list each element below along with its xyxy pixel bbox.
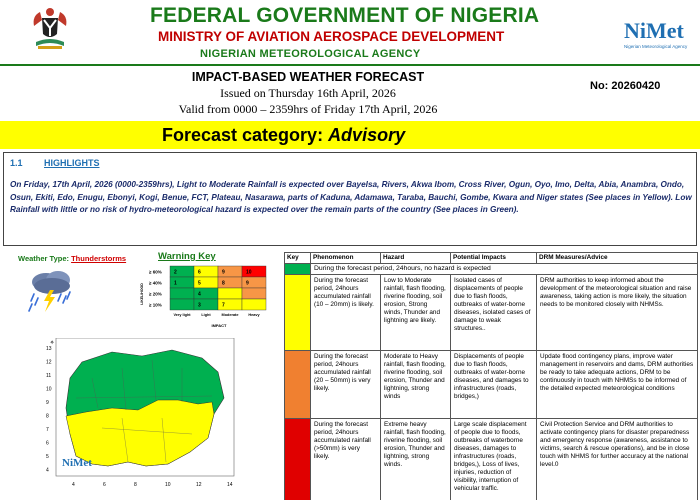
category-value: Advisory	[328, 125, 406, 145]
matrix-cell	[242, 288, 266, 299]
matrix-column-label: Moderate	[221, 313, 239, 317]
map-y-ticks	[46, 346, 52, 474]
matrix-y-axis-label: LIKELIHOOD	[140, 283, 144, 305]
matrix-cell-value: 10	[246, 269, 252, 276]
agency-title: NIGERIAN METEOROLOGICAL AGENCY	[200, 48, 421, 60]
drm-cell: DRM authorities to keep informed about the development of the meteorological situation and raise awareness, taking action is more likely, the situation needs to be monitored closely with NHMSs.	[537, 275, 698, 351]
header-phenomenon: Phenomenon	[311, 253, 381, 264]
phenomenon-cell: During the forecast period, 24hours accumulated rainfall (>50mm) is very likely.	[311, 419, 381, 500]
map-x-tick: 10	[165, 482, 171, 488]
hazard-cell: Moderate to Heavy rainfall, flash flooding, riverine flooding, soil erosion, Thunder and lightning, strong winds	[381, 351, 451, 419]
key-cell-orange	[285, 351, 311, 419]
matrix-cell-value: 3	[198, 302, 201, 309]
forecast-heading	[84, 67, 532, 119]
map-y-tick: 7	[46, 427, 49, 433]
matrix-row-label: ≥ 60%	[149, 269, 162, 275]
map-y-tick: 9	[46, 400, 49, 406]
forecast-number: No: 20260420	[590, 80, 661, 92]
map-y-tick: 5	[46, 454, 49, 460]
table-row-green	[285, 264, 698, 275]
matrix-column-label: Very light	[173, 313, 191, 317]
weather-type-value: Thunderstorms	[71, 254, 127, 263]
map-x-tick: 6	[103, 482, 106, 488]
header-key: Key	[285, 253, 311, 264]
matrix-cell-value: 5	[198, 280, 201, 287]
government-title: FEDERAL GOVERNMENT OF NIGERIA	[150, 4, 540, 27]
drm-cell: Civil Protection Service and DRM authorities to activate contingency plans for disaster preparedness and emergency response (awareness, assistance to victims, search & rescue operations), and be in close touch with NHMS for further accuracy at the national level.0	[537, 419, 698, 500]
matrix-column-label: Light	[201, 313, 211, 317]
table-header-row	[285, 253, 698, 264]
map-y-tick: 13	[46, 346, 52, 352]
key-cell-green	[285, 264, 311, 275]
thunderstorm-icon	[24, 268, 78, 314]
map-x-tick: 4	[72, 482, 75, 488]
green-row-text: During the forecast period, 24hours, no hazard is expected	[311, 264, 698, 275]
nimet-logo-subtext: Nigerian Meteorological Agency	[624, 44, 688, 49]
impact-table	[284, 252, 698, 500]
hazard-cell: Extreme heavy rainfall, flash flooding, riverine flooding, soil erosion, Thunder and lightning, strong winds.	[381, 419, 451, 500]
map-nimet-logo: NiMet	[62, 457, 92, 469]
map-x-tick: 14	[227, 482, 233, 488]
phenomenon-cell: During the forecast period, 24hours accumulated rainfall (20 – 50mm) is very likely.	[311, 351, 381, 419]
matrix-cell	[242, 299, 266, 310]
highlights-section	[3, 152, 697, 246]
phenomenon-cell: During the forecast period, 24hours accumulated rainfall (10 – 20mm) is likely.	[311, 275, 381, 351]
matrix-cell-value: 7	[222, 302, 225, 309]
impacts-cell: Isolated cases of displacements of people due to flash floods, outbreaks of water-borne diseases, isolated cases of damage to weak structures..	[451, 275, 537, 351]
coat-of-arms-icon	[28, 6, 72, 50]
matrix-x-axis-label: IMPACT	[211, 323, 227, 328]
map-y-tick: 10	[46, 386, 52, 393]
header-divider	[0, 64, 700, 66]
map-y-tick: 8	[46, 413, 49, 420]
warning-key-title: Warning Key	[158, 251, 216, 262]
matrix-cell-value: 2	[174, 269, 177, 276]
impacts-cell: Large scale displacement of people due to floods, outbreaks of waterborne diseases, damages to infrastructures (roads, bridges,), Loss of lives, injuries, reduction of visibility, interruption of vehicular traffic.	[451, 419, 537, 500]
map-x-tick: 8	[134, 482, 137, 488]
matrix-cell-value: 9	[222, 269, 225, 276]
forecast-category-bar	[0, 121, 700, 149]
map-x-ticks	[72, 482, 233, 488]
drm-cell: Update flood contingency plans, improve water management in reservoirs and dams, DRM authorities be ready to take adequate actions, DRM to be continuously in touch with NHMSs to be informed of the detailed expected meteorological conditions	[537, 351, 698, 419]
matrix-cell-value: 1	[174, 280, 177, 287]
highlights-text: On Friday, 17th April, 2026 (0000-2359hrs), Light to Moderate Rainfall is expected over Bayelsa, Rivers, Akwa Ibom, Cross River, Ogun, Oyo, Imo, Delta, Abia, Anambra, Ondo, Osun, Ekiti, Edo, Enugu, Ebonyi, Kogi, Benue, FCT, Plateau, Nasarawa, parts of Kaduna, Adamawa, Taraba, Bauchi, Gombe, Kwara and Niger states (See places in Yellow). Low Rainfall with little or no risk of hydro-meteorological hazard is expected over the remain parts of the country (See places in Green).	[10, 180, 692, 214]
matrix-cell-value: 4	[198, 291, 201, 298]
matrix-cell	[170, 299, 194, 310]
map-y-tick: 11	[46, 373, 52, 379]
matrix-cell-value: 9	[246, 280, 249, 287]
map-y-tick: 6	[46, 440, 49, 447]
impacts-cell: Displacements of people due to flash floods, outbreaks of water-borne diseases, and damages to infrastructures (roads, bridges,)	[451, 351, 537, 419]
section-number: 1.1	[10, 158, 23, 168]
map-y-tick: 12	[46, 359, 52, 366]
issued-date: Issued on Thursday 16th April, 2026	[220, 86, 396, 100]
matrix-rows	[149, 266, 266, 310]
forecast-title: IMPACT-BASED WEATHER FORECAST	[191, 70, 425, 84]
header	[0, 0, 700, 66]
matrix-row-label: ≥ 10%	[149, 302, 162, 308]
table-row	[285, 419, 698, 500]
weather-type-label: Weather Type:	[18, 254, 72, 263]
valid-period: Valid from 0000 – 2359hrs of Friday 17th April, 2026	[178, 102, 438, 116]
nimet-logo-text: NiMet	[624, 18, 684, 43]
key-cell-yellow	[285, 275, 311, 351]
matrix-cell-value: 6	[198, 269, 201, 276]
matrix-columns	[173, 313, 260, 317]
category-label: Forecast category:	[162, 125, 329, 145]
matrix-row-label: ≥ 40%	[149, 280, 162, 286]
header-drm-measures: DRM Measures/Advice	[537, 253, 698, 264]
nimet-logo	[624, 18, 688, 56]
weather-type	[18, 254, 126, 263]
matrix-row-label: ≥ 20%	[149, 291, 162, 297]
table-row	[285, 351, 698, 419]
header-hazard: Hazard	[381, 253, 451, 264]
matrix-cell	[218, 288, 242, 299]
header-potential-impacts: Potential Impacts	[451, 253, 537, 264]
hazard-cell: Low to Moderate rainfall, flash flooding, riverine flooding, soil erosion, Strong winds, Thunder and lightning are likely.	[381, 275, 451, 351]
forecast-map	[42, 338, 238, 494]
warning-key-matrix	[140, 264, 276, 330]
matrix-cell	[170, 288, 194, 299]
key-cell-red	[285, 419, 311, 500]
map-y-tick: 4	[46, 467, 49, 474]
highlights-title: HIGHLIGHTS	[44, 158, 100, 168]
ministry-title: MINISTRY OF AVIATION AEROSPACE DEVELOPMENT	[158, 29, 505, 44]
north-arrow-icon: ✧	[50, 340, 55, 346]
matrix-cell-value: 8	[222, 280, 225, 287]
table-row	[285, 275, 698, 351]
forecast-category	[162, 125, 405, 146]
matrix-column-label: Heavy	[248, 313, 260, 317]
map-x-tick: 12	[196, 482, 202, 488]
